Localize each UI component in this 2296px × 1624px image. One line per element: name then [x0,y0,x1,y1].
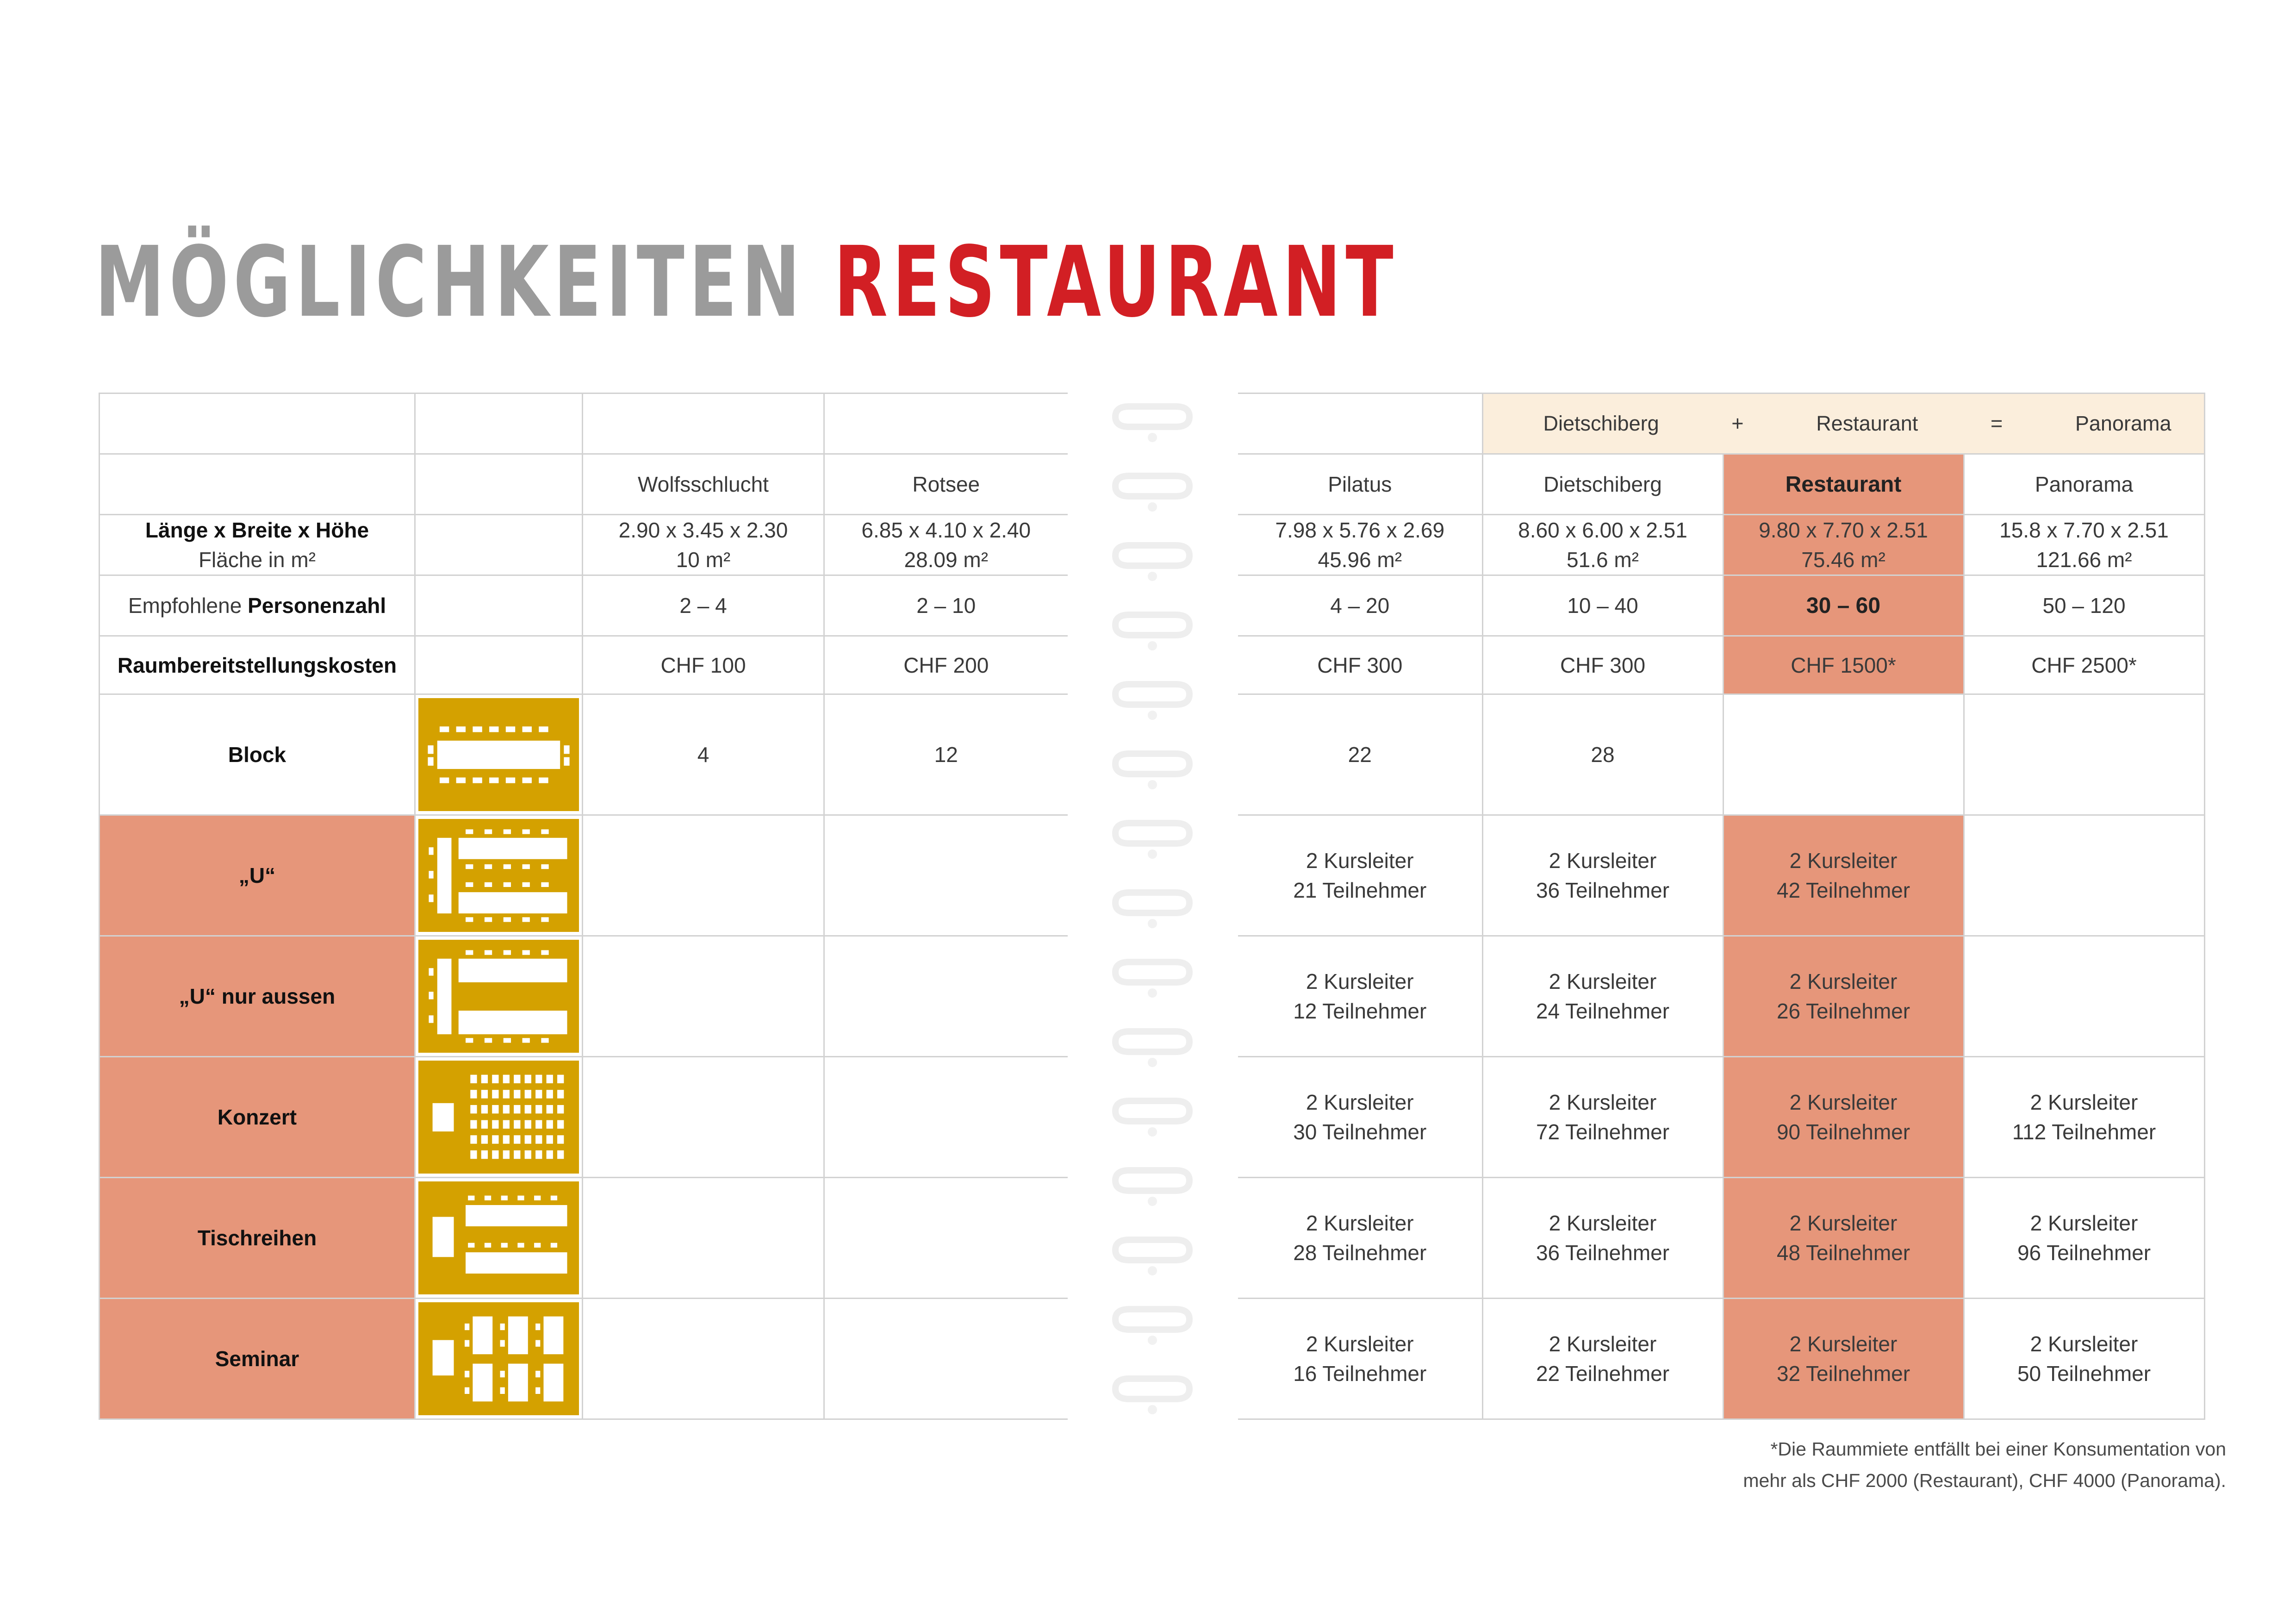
layout-cell [1964,936,2204,1057]
table-row [1238,1178,2204,1299]
seminar-seating-icon [418,1302,579,1416]
table-row [1238,636,2204,694]
cost-cell: CHF 300 [1482,636,1723,694]
table-row [100,1057,1068,1178]
page-title [95,225,1398,339]
persons-label: Empfohlene Personenzahl [100,575,415,636]
layout-cell [824,815,1068,936]
table-row [1238,515,2204,575]
cost-cell: CHF 300 [1238,636,1482,694]
table-row [100,454,1068,515]
persons-cell: 10 – 40 [1482,575,1723,636]
layout-cell: 2 Kursleiter 112 Teilnehmer [1964,1057,2204,1178]
layout-label: Seminar [100,1299,415,1419]
equals-sign: = [1990,412,2003,435]
table-row [1238,1299,2204,1419]
table-row [100,694,1068,815]
title-part-2: RESTAURANT [834,225,1398,339]
layout-cell: 2 Kursleiter 36 Teilnehmer [1482,1178,1723,1299]
layout-label: Tischreihen [100,1178,415,1299]
layout-cell: 2 Kursleiter 48 Teilnehmer [1723,1178,1964,1299]
table-row [1238,394,2204,454]
table-row [100,1178,1068,1299]
table-row [1238,1057,2204,1178]
layout-cell [583,936,824,1057]
dimensions-cell: 9.80 x 7.70 x 2.51 75.46 m² [1723,515,1964,575]
table-row [100,394,1068,454]
dimensions-label: Länge x Breite x Höhe Fläche in m² [100,515,415,575]
table-row [1238,575,2204,636]
combination-header [1482,394,2204,454]
layout-label: Block [100,694,415,815]
persons-cell-highlight: 30 – 60 [1723,575,1964,636]
room-name: Pilatus [1238,454,1482,515]
cost-cell: CHF 200 [824,636,1068,694]
layout-cell: 2 Kursleiter 36 Teilnehmer [1482,815,1723,936]
block-table-icon [418,698,579,812]
table-row [1238,936,2204,1057]
layout-cell: 22 [1238,694,1482,815]
dimensions-cell: 15.8 x 7.70 x 2.51 121.66 m² [1964,515,2204,575]
persons-cell: 2 – 10 [824,575,1068,636]
footnote-line: *Die Raummiete entfällt bei einer Konsumentation von [1770,1438,2226,1460]
layout-cell [824,936,1068,1057]
layout-cell [824,1057,1068,1178]
layout-cell: 2 Kursleiter 32 Teilnehmer [1723,1299,1964,1419]
cost-cell: CHF 100 [583,636,824,694]
layout-cell: 2 Kursleiter 28 Teilnehmer [1238,1178,1482,1299]
spiral-binding-icon [1106,398,1199,1435]
dimensions-cell: 7.98 x 5.76 x 2.69 45.96 m² [1238,515,1482,575]
plus-sign: + [1731,412,1744,435]
layout-cell: 2 Kursleiter 42 Teilnehmer [1723,815,1964,936]
layout-cell [583,815,824,936]
room-name-highlight: Restaurant [1723,454,1964,515]
layout-cell: 2 Kursleiter 50 Teilnehmer [1964,1299,2204,1419]
layout-cell: 2 Kursleiter 96 Teilnehmer [1964,1178,2204,1299]
layout-cell [583,1057,824,1178]
layout-cell: 2 Kursleiter 30 Teilnehmer [1238,1057,1482,1178]
layout-cell: 2 Kursleiter 26 Teilnehmer [1723,936,1964,1057]
layout-cell: 28 [1482,694,1723,815]
left-rooms-table [99,393,1068,1420]
layout-cell [583,1178,824,1299]
room-name: Dietschiberg [1482,454,1723,515]
layout-cell [824,1178,1068,1299]
combo-panorama: Panorama [2075,412,2172,435]
persons-cell: 50 – 120 [1964,575,2204,636]
layout-cell: 2 Kursleiter 22 Teilnehmer [1482,1299,1723,1419]
room-name: Rotsee [824,454,1068,515]
layout-cell: 2 Kursleiter 90 Teilnehmer [1723,1057,1964,1178]
layout-cell [583,1299,824,1419]
dimensions-cell: 8.60 x 6.00 x 2.51 51.6 m² [1482,515,1723,575]
title-part-1: MÖGLICHKEITEN [95,225,805,339]
cost-cell: CHF 2500* [1964,636,2204,694]
layout-cell: 4 [583,694,824,815]
u-shape-outside-icon [418,940,579,1053]
room-name: Wolfsschlucht [583,454,824,515]
dimensions-cell: 2.90 x 3.45 x 2.30 10 m² [583,515,824,575]
layout-cell: 2 Kursleiter 24 Teilnehmer [1482,936,1723,1057]
table-row [1238,454,2204,515]
table-row [100,936,1068,1057]
layout-cell [824,1299,1068,1419]
combo-dietschiberg: Dietschiberg [1543,412,1659,435]
layout-cell: 2 Kursleiter 72 Teilnehmer [1482,1057,1723,1178]
combo-restaurant: Restaurant [1816,412,1918,435]
table-row [100,815,1068,936]
dimensions-cell: 6.85 x 4.10 x 2.40 28.09 m² [824,515,1068,575]
table-row [100,636,1068,694]
layout-cell [1964,815,2204,936]
right-rooms-table [1238,393,2205,1420]
u-shape-icon [418,819,579,932]
cost-label: Raumbereitstellungskosten [100,636,415,694]
table-row [1238,694,2204,815]
table-row [100,515,1068,575]
persons-cell: 4 – 20 [1238,575,1482,636]
table-row [100,1299,1068,1419]
layout-cell: 2 Kursleiter 16 Teilnehmer [1238,1299,1482,1419]
table-rows-icon [418,1181,579,1295]
cost-cell: CHF 1500* [1723,636,1964,694]
layout-cell: 2 Kursleiter 12 Teilnehmer [1238,936,1482,1057]
layout-label: Konzert [100,1057,415,1178]
footnote [1726,1433,2226,1496]
footnote-line: mehr als CHF 2000 (Restaurant), CHF 4000 (Panorama). [1743,1470,2226,1491]
layout-label: „U“ [100,815,415,936]
layout-cell: 2 Kursleiter 21 Teilnehmer [1238,815,1482,936]
concert-seating-icon [418,1061,579,1174]
persons-cell: 2 – 4 [583,575,824,636]
room-name: Panorama [1964,454,2204,515]
table-row [1238,815,2204,936]
layout-cell: 12 [824,694,1068,815]
layout-label: „U“ nur aussen [100,936,415,1057]
layout-cell [1964,694,2204,815]
table-row [100,575,1068,636]
layout-cell [1723,694,1964,815]
